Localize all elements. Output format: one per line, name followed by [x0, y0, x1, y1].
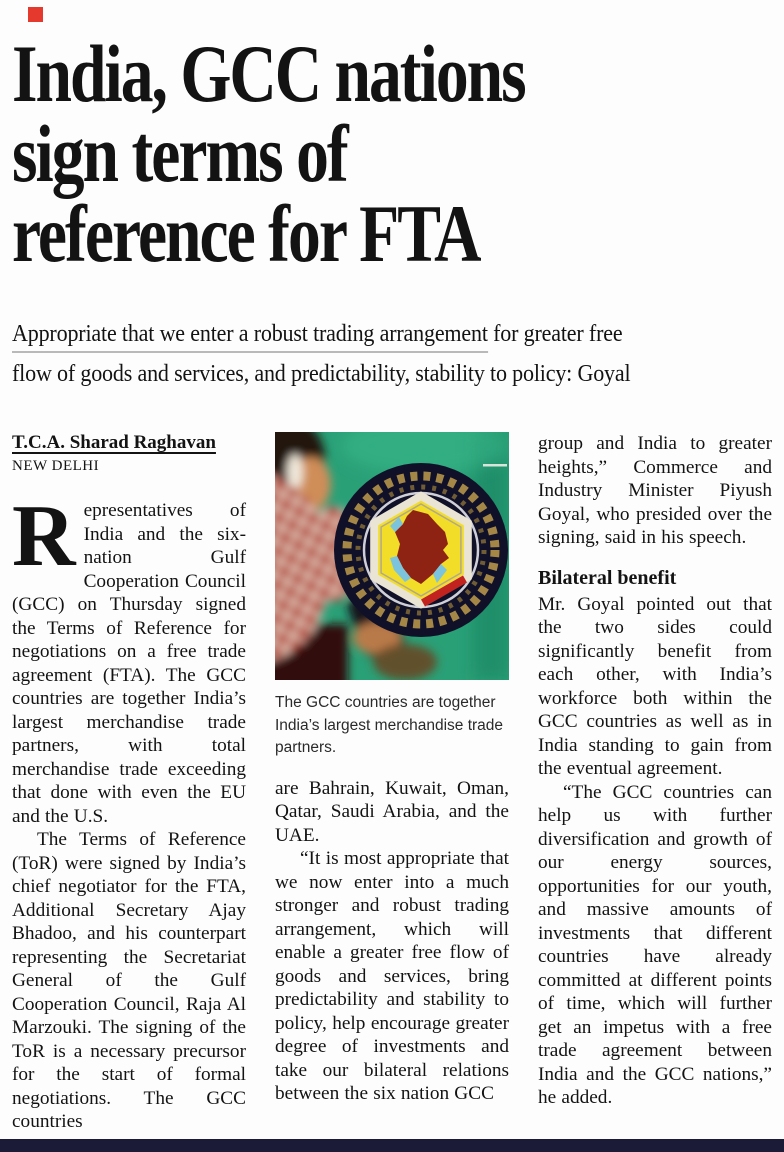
headline-line: India, GCC nations: [12, 28, 525, 119]
column-3: [538, 432, 772, 1134]
standfirst-line: [12, 314, 630, 354]
drop-cap: R: [12, 488, 76, 585]
gcc-emblem-icon: [334, 463, 508, 637]
body-paragraph: group and India to greater heights,” Commerce and Industry Minister Piyush Goyal, who presided over the signing, said in his speech.: [538, 433, 772, 548]
body-paragraph: “The GCC countries can help us with further diversification and growth of our energy sources, opportunities for our youth, and massive amounts of investments that different countries have already committed at different points of time, which will further get an impetus with a free trade agreement between India and the GCC nations,” he added.: [538, 781, 772, 1108]
standfirst-text: for greater free: [487, 320, 623, 347]
epaper-marker: [28, 7, 43, 22]
dateline: NEW DELHI: [12, 458, 100, 474]
headline-line: reference for FTA: [12, 188, 480, 279]
column-1: [12, 432, 246, 1134]
standfirst: [12, 314, 699, 394]
body-paragraph: “It is most appropriate that we now enter into a much stronger and robust trading arrangement, which will enable a greater free flow of goods and services, bring predictability and stability to policy, help encourage greater degree of investments and take our bilateral relations between the six nation GCC: [275, 848, 509, 1104]
standfirst-line: flow of goods and services, and predictability, stability to policy: Goyal: [12, 360, 631, 387]
article-headline: [12, 28, 653, 279]
column-2: [275, 432, 509, 1134]
standfirst-underlined-text: Appropriate that we enter a robust trading arrangement: [12, 320, 488, 353]
body-paragraph: The Terms of Reference (ToR) were signed by India’s chief negotiator for the FTA, Additional Secretary Ajay Bhadoo, and his counterpart representing the Secretariat General of the Gulf Cooperation Council, Raja Al Marzouki. The signing of the ToR is a necessary precursor for the start of formal negotiations. The GCC countries: [12, 829, 246, 1132]
body-paragraph: Representatives of India and the six-nation Gulf Cooperation Council (GCC) on Thursday signed the Terms of Reference for negotiations on a free trade agreement (FTA). The GCC countries are together India’s largest merchandise trade partners, with total merchandise trade exceeding that done with even the EU and the U.S.: [12, 488, 246, 827]
photo-caption: The GCC countries are together India’s largest merchandise trade partners.: [275, 694, 504, 756]
bottom-bar: [0, 1139, 784, 1152]
byline-author: T.C.A. Sharad Raghavan: [12, 432, 216, 453]
body-paragraph: are Bahrain, Kuwait, Oman, Qatar, Saudi Arabia, and the UAE.: [275, 777, 509, 846]
headline-line: sign terms of: [12, 108, 347, 199]
subheading-bilateral-benefit: Bilateral benefit: [538, 566, 677, 589]
article-body: [12, 432, 772, 1134]
body-paragraph: Mr. Goyal pointed out that the two sides could significantly benefit from each other, with India’s workforce both within the GCC countries as well as in India standing to gain from the eventual agreement.: [538, 593, 772, 779]
article-photo: [275, 432, 509, 680]
